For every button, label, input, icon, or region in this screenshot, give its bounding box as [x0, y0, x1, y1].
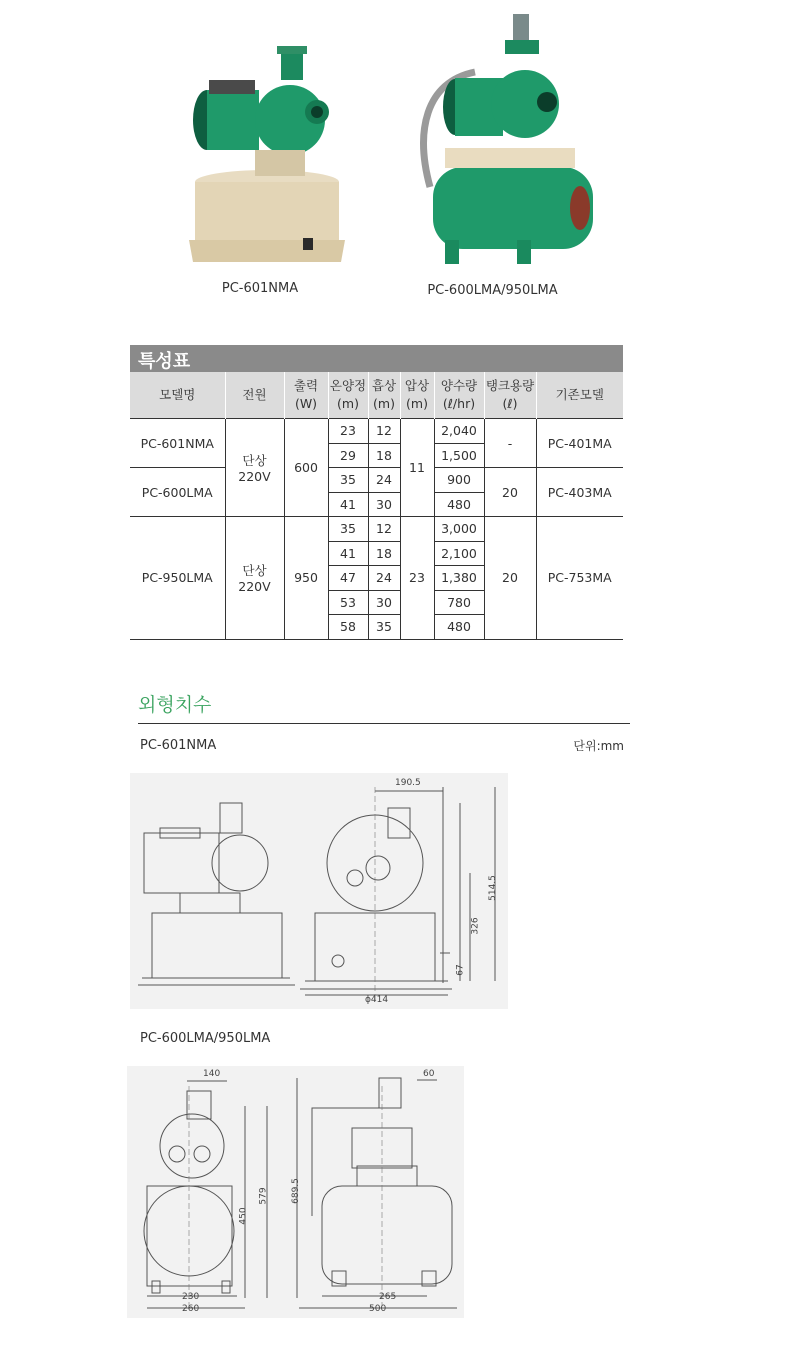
output-cell: 600 — [284, 419, 328, 517]
head-cell: 35 — [328, 468, 368, 493]
suction-cell: 12 — [368, 419, 400, 444]
head-cell: 23 — [328, 419, 368, 444]
flow-cell: 900 — [434, 468, 484, 493]
prev-model-cell: PC-401MA — [536, 419, 623, 468]
prev-model-cell: PC-753MA — [536, 517, 623, 640]
model-cell: PC-601NMA — [130, 419, 225, 468]
power-cell: 단상 220V — [225, 419, 284, 517]
suction-cell: 24 — [368, 468, 400, 493]
flow-cell: 480 — [434, 492, 484, 517]
tank-cell: 20 — [484, 517, 536, 640]
pressure-cell: 11 — [400, 419, 434, 517]
head-cell: 47 — [328, 566, 368, 591]
dim-326: 326 — [470, 917, 481, 935]
suction-cell: 18 — [368, 541, 400, 566]
head-cell: 53 — [328, 590, 368, 615]
suction-cell: 35 — [368, 615, 400, 640]
dim-60: 60 — [423, 1069, 435, 1079]
flow-cell: 1,380 — [434, 566, 484, 591]
drawing-pc600lma — [127, 1066, 464, 1318]
dimensions-title: 외형치수 — [138, 694, 212, 716]
table-row — [130, 517, 623, 542]
spec-table — [130, 372, 623, 640]
spec-table-title: 특성표 — [138, 351, 191, 372]
section-divider — [138, 723, 630, 724]
product-photo-pc600lma — [405, 12, 600, 277]
flow-cell: 480 — [434, 615, 484, 640]
col-flow: 양수량 (ℓ/hr) — [434, 372, 484, 419]
flow-cell: 2,040 — [434, 419, 484, 444]
head-cell: 41 — [328, 492, 368, 517]
dim-689-5: 689.5 — [290, 1178, 301, 1204]
dim-190-5: 190.5 — [395, 778, 421, 788]
head-cell: 41 — [328, 541, 368, 566]
suction-cell: 18 — [368, 443, 400, 468]
model-cell: PC-600LMA — [130, 468, 225, 517]
unit-label: 단위:mm — [573, 739, 624, 753]
product-photo-pc601nma — [185, 40, 350, 275]
suction-cell: 30 — [368, 590, 400, 615]
col-prev-model: 기존모델 — [536, 372, 623, 419]
dim-514-5: 514.5 — [487, 875, 498, 901]
flow-cell: 780 — [434, 590, 484, 615]
tank-cell: 20 — [484, 468, 536, 517]
flow-cell: 1,500 — [434, 443, 484, 468]
drawing2-label: PC-600LMA/950LMA — [140, 1031, 271, 1046]
col-tank: 탱크용량 (ℓ) — [484, 372, 536, 419]
dim-500: 500 — [369, 1304, 387, 1314]
dim-265: 265 — [379, 1292, 397, 1302]
table-row — [130, 468, 623, 493]
dim-230: 230 — [182, 1292, 200, 1302]
drawing1-label: PC-601NMA — [140, 738, 217, 753]
flow-cell: 2,100 — [434, 541, 484, 566]
dim-140: 140 — [203, 1069, 221, 1079]
dim-579: 579 — [258, 1187, 269, 1205]
col-suction: 흡상 (m) — [368, 372, 400, 419]
col-head: 온양정 (m) — [328, 372, 368, 419]
prev-model-cell: PC-403MA — [536, 468, 623, 517]
drawing-pc601nma — [130, 773, 508, 1009]
dim-67: 67 — [455, 964, 466, 976]
product-caption-1: PC-601NMA — [221, 281, 299, 296]
product-caption-2: PC-600LMA/950LMA — [427, 283, 558, 298]
tank-cell: - — [484, 419, 536, 468]
table-row — [130, 419, 623, 444]
dim-414: ϕ414 — [365, 995, 389, 1005]
col-model: 모델명 — [130, 372, 225, 419]
suction-cell: 24 — [368, 566, 400, 591]
pressure-cell: 23 — [400, 517, 434, 640]
dim-260: 260 — [182, 1304, 200, 1314]
col-power-src: 전원 — [225, 372, 284, 419]
col-output: 출력 (W) — [284, 372, 328, 419]
model-cell: PC-950LMA — [130, 517, 225, 640]
suction-cell: 30 — [368, 492, 400, 517]
spec-table-title-bar — [130, 345, 623, 372]
head-cell: 35 — [328, 517, 368, 542]
suction-cell: 12 — [368, 517, 400, 542]
spec-header-row — [130, 372, 623, 419]
head-cell: 29 — [328, 443, 368, 468]
col-pressure: 압상 (m) — [400, 372, 434, 419]
head-cell: 58 — [328, 615, 368, 640]
power-cell: 단상 220V — [225, 517, 284, 640]
output-cell: 950 — [284, 517, 328, 640]
flow-cell: 3,000 — [434, 517, 484, 542]
dim-450: 450 — [238, 1207, 249, 1225]
